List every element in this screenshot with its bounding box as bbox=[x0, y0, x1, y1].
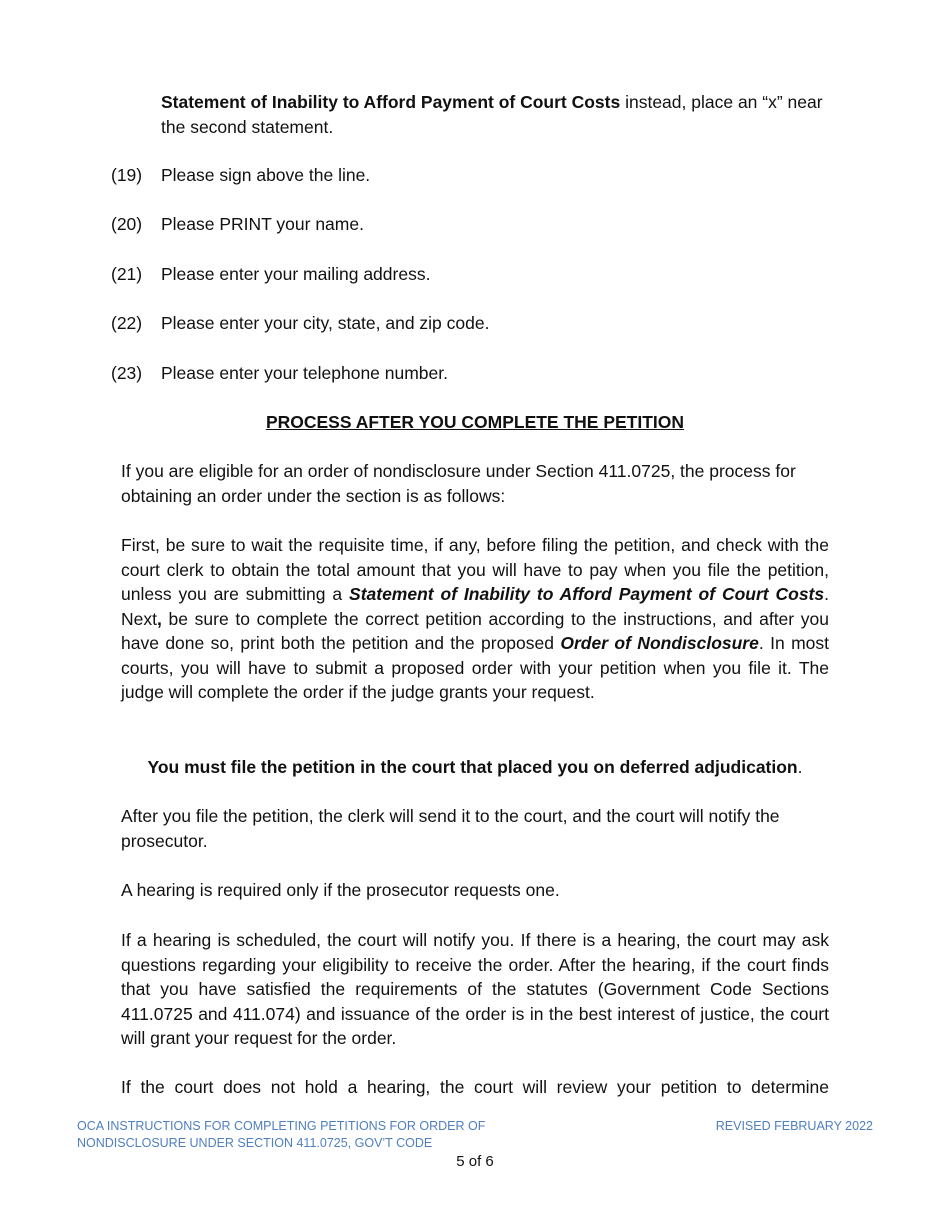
continued-instruction-text bbox=[161, 90, 851, 139]
first-steps-bold-statement: Statement of Inability to Afford Payment of Court Costs bbox=[349, 584, 825, 604]
first-steps-bold-comma: , bbox=[156, 608, 162, 629]
paragraph-eligibility: If you are eligible for an order of nondisclosure under Section 411.0725, the process for obtaining an order under the section is as follows: bbox=[121, 461, 796, 506]
paragraph-after-filing: After you file the petition, the clerk will send it to the court, and the court will notify the prosecutor. bbox=[121, 806, 780, 851]
list-item-number: (22) bbox=[111, 313, 143, 333]
continued-bold-title: Statement of Inability to Afford Payment of Court Costs bbox=[161, 92, 621, 112]
first-steps-text-3: be sure to complete the correct petition according to the instructions, and after you have done so, print both the petition and the proposed bbox=[121, 608, 829, 653]
list-item-number: (23) bbox=[111, 363, 143, 383]
must-file-period: . bbox=[797, 757, 803, 777]
paragraph-hearing-required: A hearing is required only if the prosecutor requests one. bbox=[121, 880, 560, 900]
list-item-text: Please enter your city, state, and zip code. bbox=[161, 313, 490, 333]
must-file-bold-text: You must file the petition in the court that placed you on deferred adjudication bbox=[147, 757, 798, 777]
page-number: 5 of 6 bbox=[456, 1153, 494, 1170]
first-steps-text-1: First, be sure to wait the requisite time, if any, before filing the petition, and check with the court clerk to obtain the total amount that you will have to pay when you file the petition, unless you are submitting a bbox=[121, 535, 829, 604]
first-steps-text-2: . Next bbox=[121, 584, 829, 629]
list-item-number: (19) bbox=[111, 165, 143, 185]
footer-title-line-1: OCA INSTRUCTIONS FOR COMPLETING PETITIONS FOR ORDER OF bbox=[77, 1119, 486, 1133]
continued-rest-text: instead, place an “x” near the second statement. bbox=[161, 92, 823, 137]
list-item-text: Please enter your telephone number. bbox=[161, 363, 448, 383]
paragraph-first-steps bbox=[121, 533, 829, 705]
footer-revision-date: REVISED FEBRUARY 2022 bbox=[715, 1119, 873, 1133]
section-heading: PROCESS AFTER YOU COMPLETE THE PETITION bbox=[265, 412, 685, 432]
list-item-text: Please sign above the line. bbox=[161, 165, 371, 185]
paragraph-no-hearing: If the court does not hold a hearing, the court will review your petition to determine bbox=[121, 1077, 829, 1097]
list-item-text: Please enter your mailing address. bbox=[161, 264, 431, 284]
footer-title-line-2: NONDISCLOSURE UNDER SECTION 411.0725, GOV’T CODE bbox=[77, 1136, 433, 1150]
list-item-number: (21) bbox=[111, 264, 143, 284]
first-steps-text-4: . In most courts, you will have to submit a proposed order with your petition when you file it. The judge will complete the order if the judge grants your request. bbox=[121, 633, 829, 702]
footer-document-title bbox=[77, 1118, 537, 1152]
must-file-statement bbox=[0, 755, 950, 779]
list-item-text: Please PRINT your name. bbox=[161, 214, 364, 234]
list-item-number: (20) bbox=[111, 214, 143, 234]
first-steps-bold-order: Order of Nondisclosure bbox=[560, 633, 759, 653]
paragraph-hearing-scheduled: If a hearing is scheduled, the court will notify you. If there is a hearing, the court may ask questions regarding your eligibility to receive the order. After the hearing, if the court finds that you have satisfied the requirements of the statutes (Government Code Sections 411.0725 and 411.074) and issuance of the order is in the best interest of justice, the court will grant your request for the order. bbox=[121, 930, 829, 1048]
